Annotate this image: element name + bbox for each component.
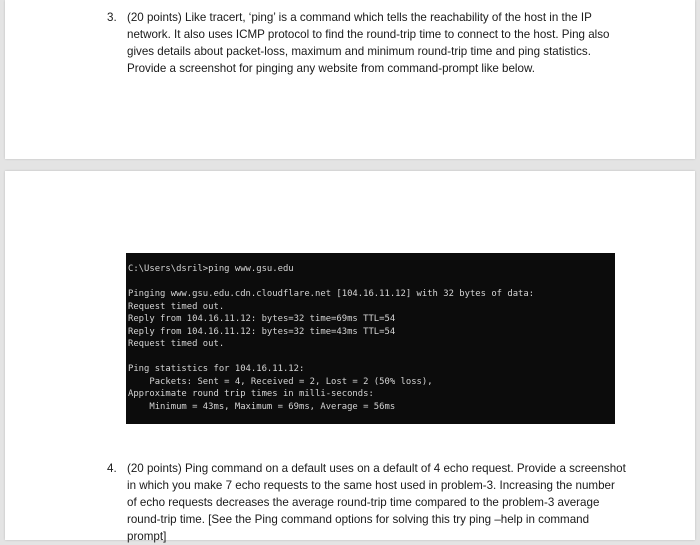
console-stats-header: Ping statistics for 104.16.11.12: xyxy=(128,364,305,374)
console-reply-line: Request timed out. xyxy=(128,301,225,312)
question-3-text: (20 points) Like tracert, ‘ping’ is a command which tells the reachability of the host in the IP network. It also uses ICMP protocol to find the round-trip time to connect to the host. Ping also gives details about packet-loss, maximum and minimum round-trip time and ping statistics. Provide a screenshot for pinging any website from command-prompt like below. xyxy=(127,11,610,75)
console-pinging-line: Pinging www.gsu.edu.cdn.cloudflare.net [104.16.11.12] with 32 bytes of data: xyxy=(128,289,535,299)
question-4 xyxy=(107,460,627,543)
console-stats-packets: Packets: Sent = 4, Received = 2, Lost = 2 (50% loss), xyxy=(128,376,433,387)
document-page-1 xyxy=(5,0,695,159)
document-page-2 xyxy=(5,171,695,543)
command-prompt-screenshot xyxy=(126,253,615,424)
console-blank-line xyxy=(128,351,615,364)
question-4-text: (20 points) Ping command on a default uses on a default of 4 echo request. Provide a screenshot in which you make 7 echo requests to the same host used in problem-3. Increasing the number of echo requests decreases the average round-trip time compared to the problem-3 average round-trip time. [See the Ping command options for solving this try ping –help in command prompt] xyxy=(127,462,626,543)
console-command-line: C:\Users\dsril>ping www.gsu.edu xyxy=(128,264,294,274)
console-reply-line: Reply from 104.16.11.12: bytes=32 time=69ms TTL=54 xyxy=(128,314,396,324)
console-reply-line: Request timed out. xyxy=(128,339,225,349)
question-3-number: 3. xyxy=(107,11,117,24)
console-rtt-header: Approximate round trip times in milli-seconds: xyxy=(128,389,374,399)
console-rtt-values: Minimum = 43ms, Maximum = 69ms, Average = 56ms xyxy=(128,401,396,412)
question-3 xyxy=(107,9,627,81)
console-blank-line xyxy=(128,276,615,289)
console-reply-line: Reply from 104.16.11.12: bytes=32 time=43ms TTL=54 xyxy=(128,326,396,337)
question-4-number: 4. xyxy=(107,462,117,475)
